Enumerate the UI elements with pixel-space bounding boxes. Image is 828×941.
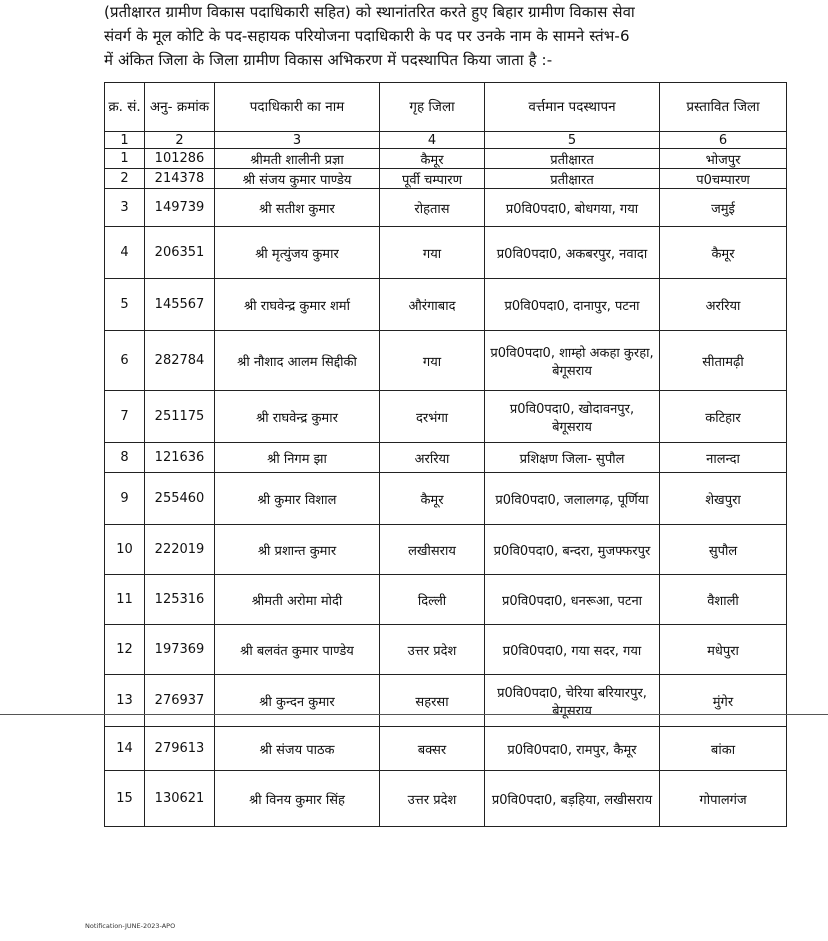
officer-name-cell: श्री प्रशान्त कुमार (215, 525, 380, 575)
home-district-cell: गया (380, 331, 485, 391)
officer-name-cell: श्री संजय कुमार पाण्डेय (215, 169, 380, 189)
proposed-district-cell: गोपालगंज (660, 771, 787, 827)
current-posting-cell: प्र0वि0पदा0, दानापुर, पटना (485, 279, 660, 331)
serial-cell: 2 (105, 169, 145, 189)
officer-name-cell: श्री कुमार विशाल (215, 473, 380, 525)
home-district-cell: उत्तर प्रदेश (380, 625, 485, 675)
table-header-row (105, 83, 787, 132)
table-row (105, 331, 787, 391)
officer-name-cell: श्री कुन्दन कुमार (215, 675, 380, 727)
table-row (105, 675, 787, 727)
roll-number-cell: 101286 (145, 149, 215, 169)
home-district-cell: कैमूर (380, 473, 485, 525)
column-number: 3 (215, 132, 380, 149)
current-posting-cell: प्र0वि0पदा0, चेरिया बरियारपुर, बेगूसराय (485, 675, 660, 727)
header-proposed-district: प्रस्तावित जिला (660, 83, 787, 132)
officer-name-cell: श्री बलवंत कुमार पाण्डेय (215, 625, 380, 675)
current-posting-cell: प्र0वि0पदा0, शाम्हो अकहा कुरहा, बेगूसराय (485, 331, 660, 391)
home-district-cell: पूर्वी चम्पारण (380, 169, 485, 189)
home-district-cell: बक्सर (380, 727, 485, 771)
table-row (105, 575, 787, 625)
officer-name-cell: श्री नौशाद आलम सिद्दीकी (215, 331, 380, 391)
roll-number-cell: 145567 (145, 279, 215, 331)
serial-cell: 13 (105, 675, 145, 727)
current-posting-cell: प्र0वि0पदा0, बड़हिया, लखीसराय (485, 771, 660, 827)
current-posting-cell: प्र0वि0पदा0, धनरूआ, पटना (485, 575, 660, 625)
proposed-district-cell: सीतामढ़ी (660, 331, 787, 391)
serial-cell: 5 (105, 279, 145, 331)
current-posting-cell: प्र0वि0पदा0, रामपुर, कैमूर (485, 727, 660, 771)
serial-cell: 15 (105, 771, 145, 827)
current-posting-cell: प्रतीक्षारत (485, 149, 660, 169)
proposed-district-cell: वैशाली (660, 575, 787, 625)
header-home-district: गृह जिला (380, 83, 485, 132)
home-district-cell: उत्तर प्रदेश (380, 771, 485, 827)
current-posting-cell: प्र0वि0पदा0, गया सदर, गया (485, 625, 660, 675)
serial-cell: 11 (105, 575, 145, 625)
current-posting-cell: प्र0वि0पदा0, जलालगढ़, पूर्णिया (485, 473, 660, 525)
serial-cell: 9 (105, 473, 145, 525)
column-number: 1 (105, 132, 145, 149)
roll-number-cell: 276937 (145, 675, 215, 727)
serial-cell: 1 (105, 149, 145, 169)
proposed-district-cell: सुपौल (660, 525, 787, 575)
serial-cell: 3 (105, 189, 145, 227)
table-row (105, 169, 787, 189)
table-row (105, 227, 787, 279)
officer-name-cell: श्री संजय पाठक (215, 727, 380, 771)
intro-paragraph (104, 0, 808, 72)
proposed-district-cell: कैमूर (660, 227, 787, 279)
serial-cell: 6 (105, 331, 145, 391)
proposed-district-cell: मुंगेर (660, 675, 787, 727)
header-serial: क्र. सं. (105, 83, 145, 132)
roll-number-cell: 149739 (145, 189, 215, 227)
fold-line (0, 714, 828, 715)
header-current-posting: वर्त्तमान पदस्थापन (485, 83, 660, 132)
current-posting-cell: प्र0वि0पदा0, बन्दरा, मुजफ्फरपुर (485, 525, 660, 575)
officer-name-cell: श्री राघवेन्द्र कुमार शर्मा (215, 279, 380, 331)
current-posting-cell: प्र0वि0पदा0, खोदावनपुर, बेगूसराय (485, 391, 660, 443)
officer-name-cell: श्री सतीश कुमार (215, 189, 380, 227)
home-district-cell: दरभंगा (380, 391, 485, 443)
current-posting-cell: प्रशिक्षण जिला- सुपौल (485, 443, 660, 473)
serial-cell: 14 (105, 727, 145, 771)
officer-name-cell: श्री राघवेन्द्र कुमार (215, 391, 380, 443)
column-number: 2 (145, 132, 215, 149)
officer-name-cell: श्री विनय कुमार सिंह (215, 771, 380, 827)
roll-number-cell: 197369 (145, 625, 215, 675)
roll-number-cell: 125316 (145, 575, 215, 625)
current-posting-cell: प्र0वि0पदा0, बोधगया, गया (485, 189, 660, 227)
table-row (105, 189, 787, 227)
serial-cell: 4 (105, 227, 145, 279)
table-row (105, 625, 787, 675)
home-district-cell: लखीसराय (380, 525, 485, 575)
roll-number-cell: 206351 (145, 227, 215, 279)
officer-name-cell: श्रीमती अरोमा मोदी (215, 575, 380, 625)
posting-table (104, 82, 787, 827)
table-row (105, 149, 787, 169)
current-posting-cell: प्र0वि0पदा0, अकबरपुर, नवादा (485, 227, 660, 279)
home-district-cell: सहरसा (380, 675, 485, 727)
serial-cell: 12 (105, 625, 145, 675)
intro-line: संवर्ग के मूल कोटि के पद-सहायक परियोजना पदाधिकारी के पद पर उनके नाम के सामने स्तंभ-6 (104, 27, 630, 45)
header-code: अनु- क्रमांक (145, 83, 215, 132)
proposed-district-cell: कटिहार (660, 391, 787, 443)
serial-cell: 10 (105, 525, 145, 575)
table-row (105, 279, 787, 331)
officer-name-cell: श्री मृत्युंजय कुमार (215, 227, 380, 279)
serial-cell: 8 (105, 443, 145, 473)
home-district-cell: कैमूर (380, 149, 485, 169)
home-district-cell: रोहतास (380, 189, 485, 227)
proposed-district-cell: प0चम्पारण (660, 169, 787, 189)
officer-name-cell: श्री निगम झा (215, 443, 380, 473)
roll-number-cell: 121636 (145, 443, 215, 473)
table-row (105, 473, 787, 525)
table-body (105, 149, 787, 827)
proposed-district-cell: जमुई (660, 189, 787, 227)
column-number: 5 (485, 132, 660, 149)
roll-number-cell: 251175 (145, 391, 215, 443)
proposed-district-cell: शेखपुरा (660, 473, 787, 525)
proposed-district-cell: अररिया (660, 279, 787, 331)
table-row (105, 391, 787, 443)
home-district-cell: औरंगाबाद (380, 279, 485, 331)
roll-number-cell: 222019 (145, 525, 215, 575)
roll-number-cell: 130621 (145, 771, 215, 827)
table-row (105, 771, 787, 827)
proposed-district-cell: नालन्दा (660, 443, 787, 473)
column-number: 4 (380, 132, 485, 149)
proposed-district-cell: भोजपुर (660, 149, 787, 169)
intro-line: (प्रतीक्षारत ग्रामीण विकास पदाधिकारी सहित) को स्थानांतरित करते हुए बिहार ग्रामीण विकास सेवा (104, 3, 635, 21)
table-column-number-row (105, 132, 787, 149)
table-row (105, 727, 787, 771)
table-row (105, 525, 787, 575)
table-row (105, 443, 787, 473)
roll-number-cell: 282784 (145, 331, 215, 391)
column-number: 6 (660, 132, 787, 149)
officer-name-cell: श्रीमती शालीनी प्रज्ञा (215, 149, 380, 169)
roll-number-cell: 279613 (145, 727, 215, 771)
current-posting-cell: प्रतीक्षारत (485, 169, 660, 189)
intro-line: में अंकित जिला के जिला ग्रामीण विकास अभिकरण में पदस्थापित किया जाता है :- (104, 51, 553, 69)
roll-number-cell: 255460 (145, 473, 215, 525)
home-district-cell: दिल्ली (380, 575, 485, 625)
proposed-district-cell: बांका (660, 727, 787, 771)
proposed-district-cell: मधेपुरा (660, 625, 787, 675)
footer-reference: Notification-JUNE-2023-APO (85, 922, 176, 930)
home-district-cell: गया (380, 227, 485, 279)
serial-cell: 7 (105, 391, 145, 443)
roll-number-cell: 214378 (145, 169, 215, 189)
home-district-cell: अररिया (380, 443, 485, 473)
header-name: पदाधिकारी का नाम (215, 83, 380, 132)
